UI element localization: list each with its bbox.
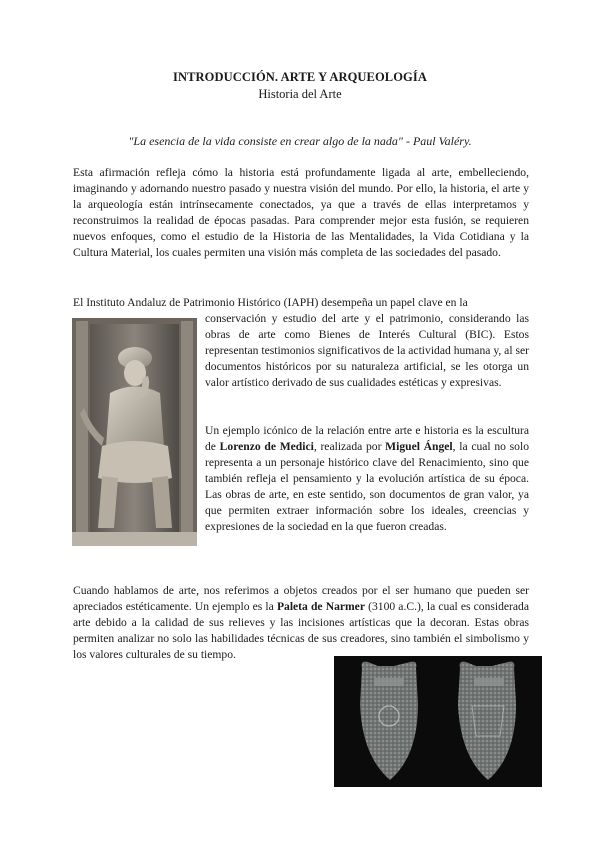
epigraph-quote: "La esencia de la vida consiste en crear algo de la nada" - Paul Valéry. xyxy=(128,134,472,148)
lorenzo-de-medici-bold: Lorenzo de Medici xyxy=(219,440,314,453)
paleta-de-narmer-bold: Paleta de Narmer xyxy=(276,600,365,613)
miguel-angel-bold: Miguel Ángel xyxy=(385,440,453,453)
lorenzo-de-medici-statue-image xyxy=(72,318,197,546)
narmer-palette-image xyxy=(334,656,542,787)
document-title: INTRODUCCIÓN. ARTE Y ARQUEOLOGÍA xyxy=(173,70,427,84)
paragraph-iaph: conservación y estudio del arte y el patrimonio, considerando las obras de arte como Bienes de Interés Cultural (BIC). Estos representan testimonios significativos de la actividad humana y, al ser documentos históricos por su naturaleza artificial, se les otorga un valor artístico derivado de sus cualidades estéticas y expresivas. xyxy=(205,312,529,389)
document-subtitle: Historia del Arte xyxy=(258,87,342,101)
paragraph-narmer: Cuando hablamos de arte, nos referimos a objetos creados por el ser humano que pueden ser apreciados estéticamente. Un ejemplo es la Paleta de Narmer (3100 a.C.), la cual es considerada arte debido a la calidad de sus relieves y las incisiones artísticas que la decoran. Estas obras permiten analizar no solo las habilidades técnicas de sus creadores, sino también el simbolismo y los valores culturales de su tiempo. xyxy=(73,584,530,661)
paragraph-iaph-lead: El Instituto Andaluz de Patrimonio Histórico (IAPH) desempeña un papel clave en la xyxy=(73,296,468,309)
paragraph-intro: Esta afirmación refleja cómo la historia está profundamente ligada al arte, embelleciendo, imaginando y adornando nuestro pasado y nuestra visión del mundo. Por ello, la historia, el arte y la arqueología están intrínsecamente conectados, ya que a través de ellas interpretamos y reconstruimos la realidad de épocas pasadas. Para comprender mejor esta fusión, se requieren nuevos enfoques, como el estudio de la Historia de las Mentalidades, la Vida Cotidiana y la Cultura Material, los cuales permiten una visión más completa de las sociedades del pasado. xyxy=(73,166,529,259)
paragraph-medici: Un ejemplo icónico de la relación entre arte e historia es la escultura de Lorenzo de Medici, realizada por Miguel Ángel, la cual no solo representa a un personaje histórico clave del Renacimiento, sino que también refleja el pensamiento y la evolución artística de su época. Las obras de arte, en este sentido, son documentos de gran valor, ya que permiten extraer información sobre los ideales, creencias y expresiones de la sociedad en la que fueron creadas. xyxy=(205,424,529,533)
